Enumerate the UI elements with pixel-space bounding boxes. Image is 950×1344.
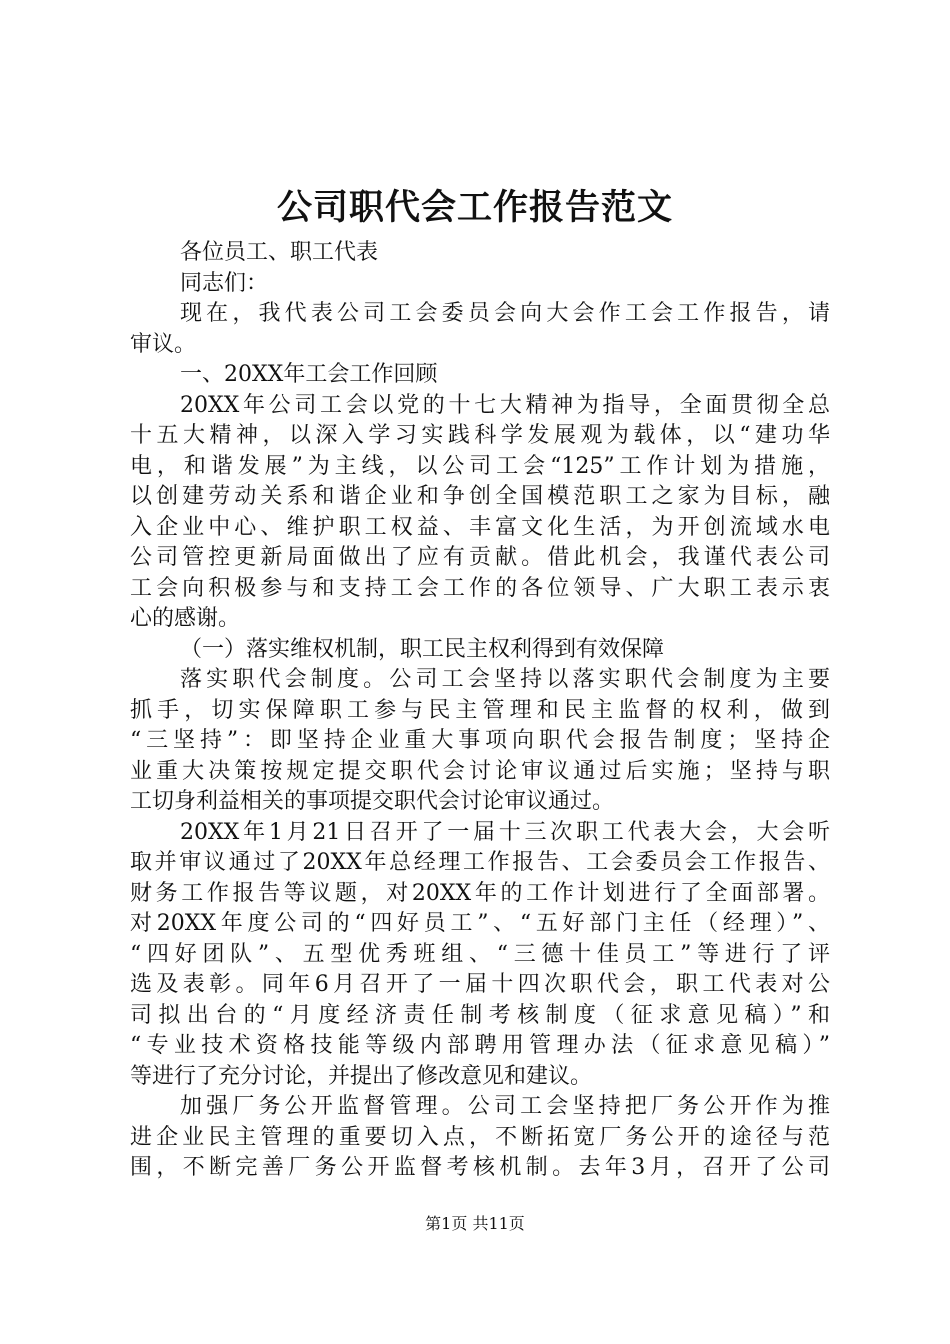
text-line: 司拟出台的“月度经济责任制考核制度（征求意见稿）”和: [130, 1002, 830, 1028]
text-line: 电，和谐发展”为主线，以公司工会“125”工作计划为措施，: [130, 453, 830, 479]
text-line: 业重大决策按规定提交职代会讨论审议通过后实施；坚持与职: [130, 758, 830, 784]
text-line: 工切身利益相关的事项提交职代会讨论审议通过。: [130, 789, 615, 814]
text-line: 审议。: [130, 331, 197, 357]
text-line: “专业技术资格技能等级内部聘用管理办法（征求意见稿）”: [130, 1033, 830, 1058]
text-line: 取并审议通过了20XX年总经理工作报告、工会委员会工作报告、: [130, 850, 830, 875]
text-line: 选及表彰。同年6月召开了一届十四次职代会，职工代表对公: [130, 972, 830, 997]
text-line: 20XX年公司工会以党的十七大精神为指导，全面贯彻全总: [180, 392, 830, 418]
text-line: 围，不断完善厂务公开监督考核机制。去年3月，召开了公司: [130, 1155, 830, 1180]
text-line: 20XX年1月21日召开了一届十三次职工代表大会，大会听: [180, 819, 830, 845]
text-line: 同志们：: [180, 270, 269, 296]
document-body: [130, 238, 830, 1184]
text-line: 工会向积极参与和支持工会工作的各位领导、广大职工表示衷: [130, 575, 830, 601]
text-line: 对20XX年度公司的“四好员工”、“五好部门主任（经理）”、: [130, 911, 830, 936]
text-line: 各位员工、职工代表: [180, 240, 379, 265]
text-line: 等进行了充分讨论，并提出了修改意见和建议。: [130, 1063, 593, 1089]
text-line: 加强厂务公开监督管理。公司工会坚持把厂务公开作为推: [180, 1094, 830, 1119]
text-line: （一）落实维权机制，职工民主权利得到有效保障: [180, 636, 665, 662]
text-line: 一、20XX年工会工作回顾: [180, 362, 438, 387]
page-footer: 第1页 共11页: [425, 1214, 525, 1233]
text-line: “四好团队”、五型优秀班组、“三德十佳员工”等进行了评: [130, 941, 830, 967]
text-line: 进企业民主管理的重要切入点，不断拓宽厂务公开的途径与范: [130, 1124, 830, 1150]
text-line: 抓手，切实保障职工参与民主管理和民主监督的权利，做到: [130, 697, 830, 723]
document-title: 公司职代会工作报告范文: [276, 187, 673, 228]
text-line: 财务工作报告等议题，对20XX年的工作计划进行了全面部署。: [130, 880, 830, 906]
text-line: 落实职代会制度。公司工会坚持以落实职代会制度为主要: [180, 667, 830, 692]
text-line: “三坚持”：即坚持企业重大事项向职代会报告制度；坚持企: [130, 728, 830, 753]
text-line: 现在，我代表公司工会委员会向大会作工会工作报告，请: [180, 301, 830, 326]
text-line: 以创建劳动关系和谐企业和争创全国模范职工之家为目标，融: [130, 484, 830, 509]
text-line: 公司管控更新局面做出了应有贡献。借此机会，我谨代表公司: [130, 545, 830, 570]
text-line: 十五大精神，以深入学习实践科学发展观为载体，以“建功华: [130, 423, 830, 448]
text-line: 入企业中心、维护职工权益、丰富文化生活，为开创流域水电: [130, 514, 830, 540]
text-line: 心的感谢。: [130, 606, 241, 631]
